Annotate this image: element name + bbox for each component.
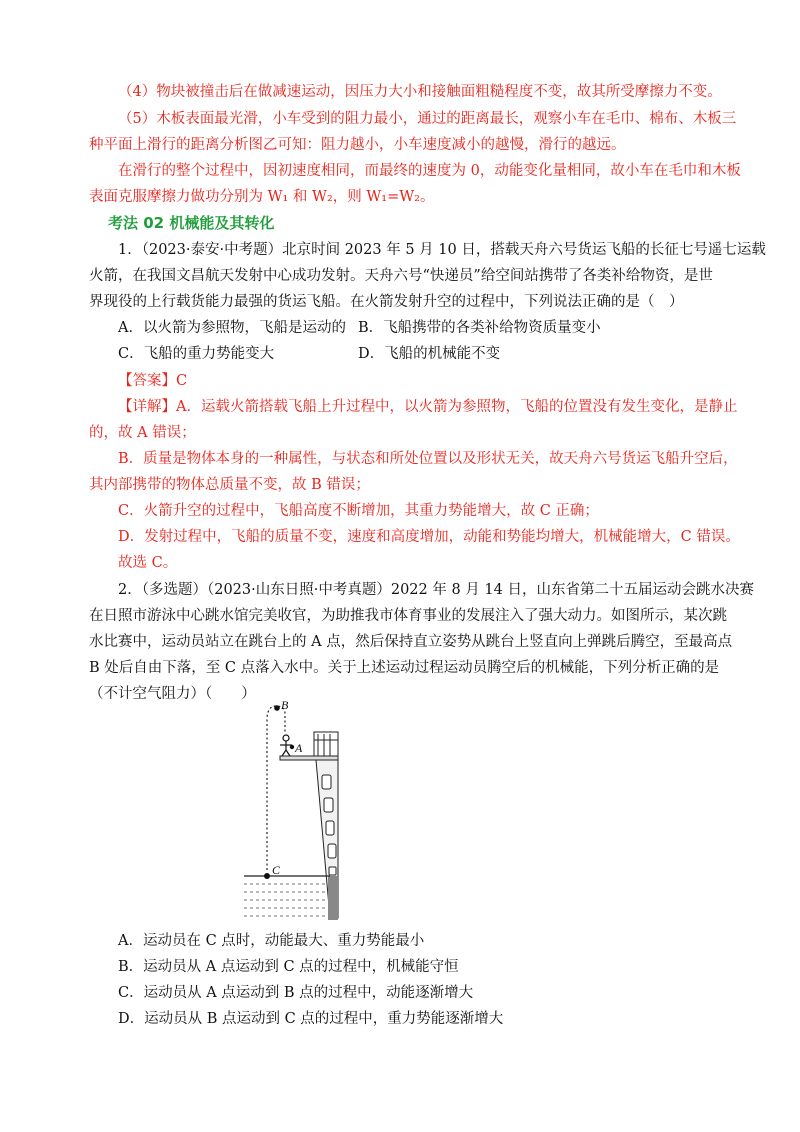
q2-stem-line1: 2．（多选题）（2023·山东日照·中考真题）2022 年 8 月 14 日，山东省第二十五届运动会跳水决赛 [118, 582, 754, 598]
q1-explanation-b-line2: 其内部携带的物体总质量不变，故 B 错误； [89, 477, 370, 493]
q2-option-b: B．运动员从 A 点运动到 C 点的过程中，机械能守恒 [118, 959, 459, 975]
q2-option-c: C．运动员从 A 点运动到 B 点的过程中，动能逐渐增大 [118, 985, 474, 1001]
prev-explanation-6-line2: 表面克服摩擦力做功分别为 W₁ 和 W₂，则 W₁=W₂。 [89, 189, 435, 205]
point-a-dot [290, 745, 294, 749]
q1-explanation-c: C．火箭升空的过程中，飞船高度不断增加，其重力势能增大，故 C 正确； [118, 503, 599, 519]
q1-explanation-a-line1: 【详解】A．运载火箭搭载飞船上升过程中，以火箭为参照物，飞船的位置没有发生变化，是静止 [118, 399, 738, 415]
pool-wall [328, 876, 338, 920]
q1-option-c: C．飞船的重力势能变大 [118, 346, 275, 362]
prev-explanation-6-line1: 在滑行的整个过程中，因初速度相同，而最终的速度为 0，动能变化量相同，故小车在毛巾和木板 [118, 163, 741, 179]
q1-stem-line2: 火箭，在我国文昌航天发射中心成功发射。天舟六号“快递员”给空间站携带了各类补给物资，是世 [89, 268, 713, 284]
prev-explanation-4: （4）物块被撞击后在做减速运动，因压力大小和接触面粗糙程度不变，故其所受摩擦力不变。 [118, 84, 722, 100]
prev-explanation-5-line1: （5）木板表面最光滑，小车受到的阻力最小，通过的距离最长，观察小车在毛巾、棉布、木板三 [118, 111, 737, 127]
label-b: B [281, 700, 289, 712]
q2-stem-line2: 在日照市游泳中心跳水馆完美收官，为助推我市体育事业的发展注入了强大动力。如图所示，某次跳 [89, 608, 727, 624]
point-b-dot [274, 705, 280, 711]
q1-stem-line3: 界现役的上行载货能力最强的货运飞船。在火箭发射升空的过程中，下列说法正确的是（ ） [89, 294, 684, 310]
section-title: 考法 02 机械能及其转化 [108, 214, 275, 232]
q2-option-a: A．运动员在 C 点时，动能最大、重力势能最小 [118, 933, 425, 949]
q1-option-b: B．飞船携带的各类补给物资质量变小 [358, 320, 601, 336]
q1-option-d: D．飞船的机械能不变 [358, 346, 501, 362]
diving-diagram [240, 700, 350, 922]
point-c-dot [264, 873, 270, 879]
label-a: A [295, 741, 303, 755]
q2-stem-line4: B 处后自由下落，至 C 点落入水中。关于上述运动过程运动员腾空后的机械能，下列分析正确的是 [89, 660, 720, 676]
q2-option-d: D．运动员从 B 点运动到 C 点的过程中，重力势能逐渐增大 [118, 1011, 504, 1027]
water-area [244, 884, 328, 916]
trajectory-path [267, 706, 285, 870]
q1-conclusion: 故选 C。 [118, 555, 178, 571]
q1-explanation-b-line1: B．质量是物体本身的一种属性，与状态和所处位置以及形状无关，故天舟六号货运飞船升空后， [118, 451, 738, 467]
q1-option-a: A．以火箭为参照物，飞船是运动的 [118, 320, 346, 336]
diver-icon [280, 735, 292, 756]
q1-explanation-d: D．发射过程中，飞船的质量不变，速度和高度增加，动能和势能均增大，机械能增大，C 错误。 [118, 529, 740, 545]
q2-stem-line3: 水比赛中，运动员站立在跳台上的 A 点，然后保持直立姿势从跳台上竖直向上弹跳后腾空，至最高点 [89, 634, 733, 650]
q1-stem-line1: 1．（2023·泰安·中考题）北京时间 2023 年 5 月 10 日，搭载天舟六号货运飞船的长征七号遥七运载 [118, 242, 766, 258]
q2-stem-line5: （不计空气阻力）（ ） [89, 686, 256, 702]
q1-explanation-a-line2: 的，故 A 错误； [89, 425, 196, 441]
q1-answer: 【答案】C [118, 373, 188, 389]
prev-explanation-5-line2: 种平面上滑行的距离分析图乙可知：阻力越小，小车速度减小的越慢，滑行的越远。 [89, 137, 626, 153]
diving-figure [240, 700, 350, 922]
label-c: C [272, 863, 281, 877]
